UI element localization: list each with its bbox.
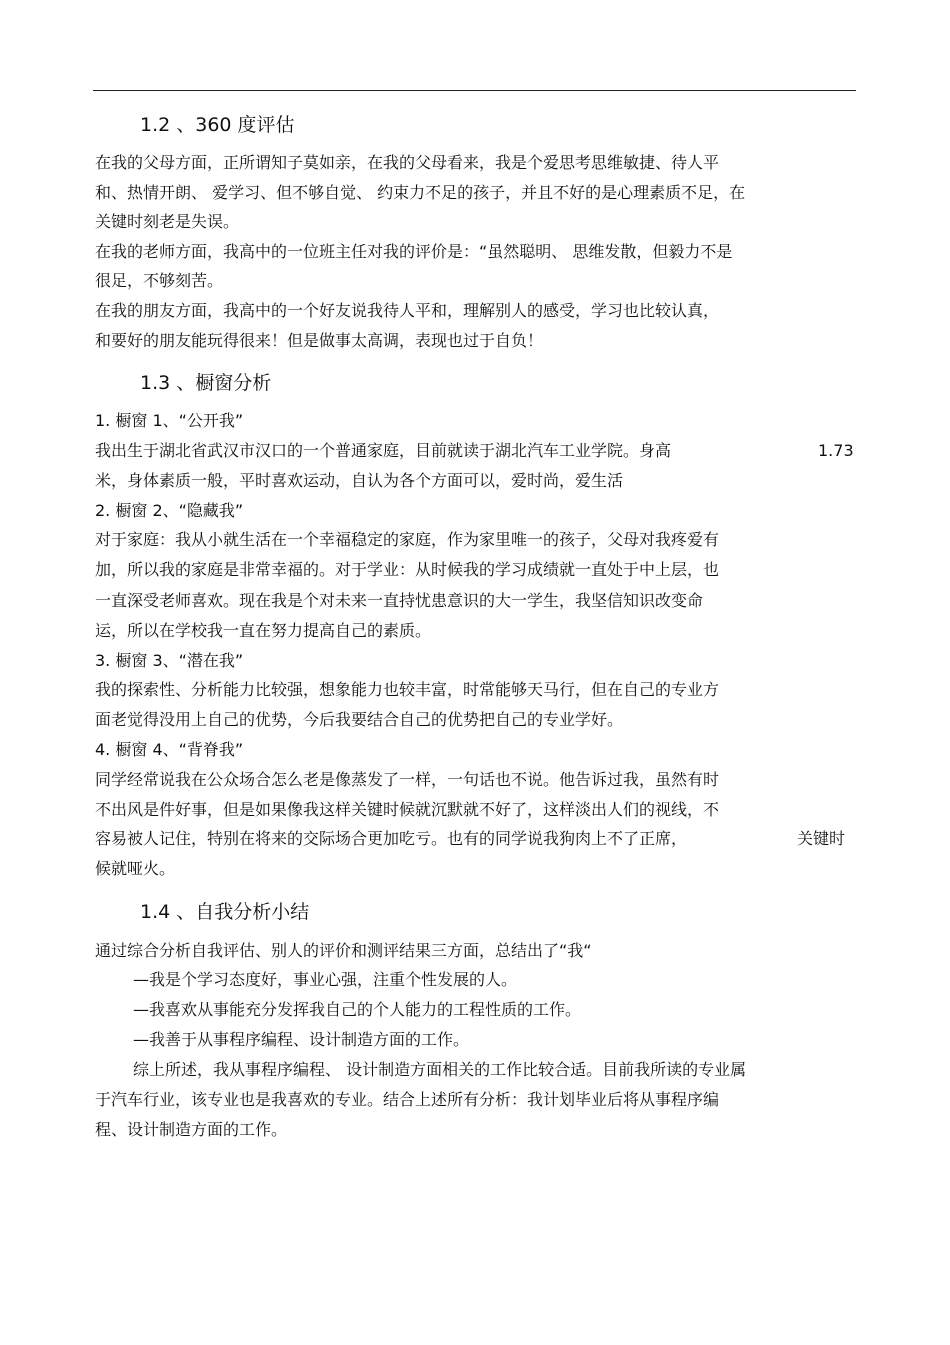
paragraph-line: 我的探索性、分析能力比较强，想象能力也较丰富，时常能够天马行，但在自己的专业方 xyxy=(95,680,720,699)
section-heading-1-2: 1.2 、360 度评估 xyxy=(140,114,295,136)
paragraph-line: 不出风是件好事，但是如果像我这样关键时候就沉默就不好了，这样淡出人们的视线，不 xyxy=(95,800,720,819)
subheading-window-3: 3. 橱窗 3、“潜在我” xyxy=(95,651,244,670)
subheading-window-1: 1. 橱窗 1、“公开我” xyxy=(95,411,244,430)
bullet-line: —我善于从事程序编程、设计制造方面的工作。 xyxy=(133,1030,470,1049)
paragraph-line: 面老觉得没用上自己的优势，今后我要结合自己的优势把自己的专业学好。 xyxy=(95,710,624,729)
paragraph-line: 很足，不够刻苦。 xyxy=(95,271,224,290)
paragraph-line: 于汽车行业，该专业也是我喜欢的专业。结合上述所有分析：我计划毕业后将从事程序编 xyxy=(95,1090,720,1109)
paragraph-line: 在我的父母方面，正所谓知子莫如亲，在我的父母看来，我是个爱思考思维敏捷、待人平 xyxy=(95,153,720,172)
paragraph-line: 综上所述，我从事程序编程、 设计制造方面相关的工作比较合适。目前我所读的专业属 xyxy=(133,1060,747,1079)
paragraph-line: 我出生于湖北省武汉市汉口的一个普通家庭，目前就读于湖北汽车工业学院。身高 xyxy=(95,441,672,460)
paragraph-line: 容易被人记住，特别在将来的交际场合更加吃亏。也有的同学说我狗肉上不了正席， xyxy=(95,829,688,848)
paragraph-line: 和、热情开朗、 爱学习、但不够自觉、 约束力不足的孩子，并且不好的是心理素质不足，在 xyxy=(95,183,746,202)
header-rule xyxy=(93,90,856,91)
paragraph-line: 关键时刻老是失误。 xyxy=(95,212,240,231)
section-heading-1-4: 1.4 、自我分析小结 xyxy=(140,901,310,923)
paragraph-line: 候就哑火。 xyxy=(95,859,176,878)
paragraph-line: 对于家庭：我从小就生活在一个幸福稳定的家庭，作为家里唯一的孩子，父母对我疼爱有 xyxy=(95,530,720,549)
paragraph-line: 在我的朋友方面，我高中的一个好友说我待人平和，理解别人的感受，学习也比较认真， xyxy=(95,301,720,320)
paragraph-line: 在我的老师方面，我高中的一位班主任对我的评价是：“虽然聪明、 思维发散，但毅力不是 xyxy=(95,242,733,261)
paragraph-line: 运，所以在学校我一直在努力提高自己的素质。 xyxy=(95,621,432,640)
paragraph-line: 一直深受老师喜欢。现在我是个对未来一直持忧患意识的大一学生，我坚信知识改变命 xyxy=(95,591,704,610)
subheading-window-2: 2. 橱窗 2、“隐藏我” xyxy=(95,501,244,520)
paragraph-line: 和要好的朋友能玩得很来！但是做事太高调，表现也过于自负！ xyxy=(95,331,544,350)
bullet-line: —我是个学习态度好，事业心强，注重个性发展的人。 xyxy=(133,970,518,989)
bullet-line: —我喜欢从事能充分发挥我自己的个人能力的工程性质的工作。 xyxy=(133,1000,582,1019)
paragraph-line: 通过综合分析自我评估、别人的评价和测评结果三方面，总结出了“我“ xyxy=(95,941,592,960)
paragraph-line: 程、设计制造方面的工作。 xyxy=(95,1120,288,1139)
height-value: 1.73 xyxy=(818,441,854,460)
trailing-text: 关键时 xyxy=(797,829,846,848)
paragraph-line: 米，身体素质一般，平时喜欢运动，自认为各个方面可以，爱时尚，爱生活 xyxy=(95,471,624,490)
section-heading-1-3: 1.3 、橱窗分析 xyxy=(140,372,272,394)
subheading-window-4: 4. 橱窗 4、“背脊我” xyxy=(95,740,244,759)
paragraph-line: 加，所以我的家庭是非常幸福的。对于学业：从时候我的学习成绩就一直处于中上层，也 xyxy=(95,560,720,579)
paragraph-line: 同学经常说我在公众场合怎么老是像蒸发了一样，一句话也不说。他告诉过我，虽然有时 xyxy=(95,770,720,789)
